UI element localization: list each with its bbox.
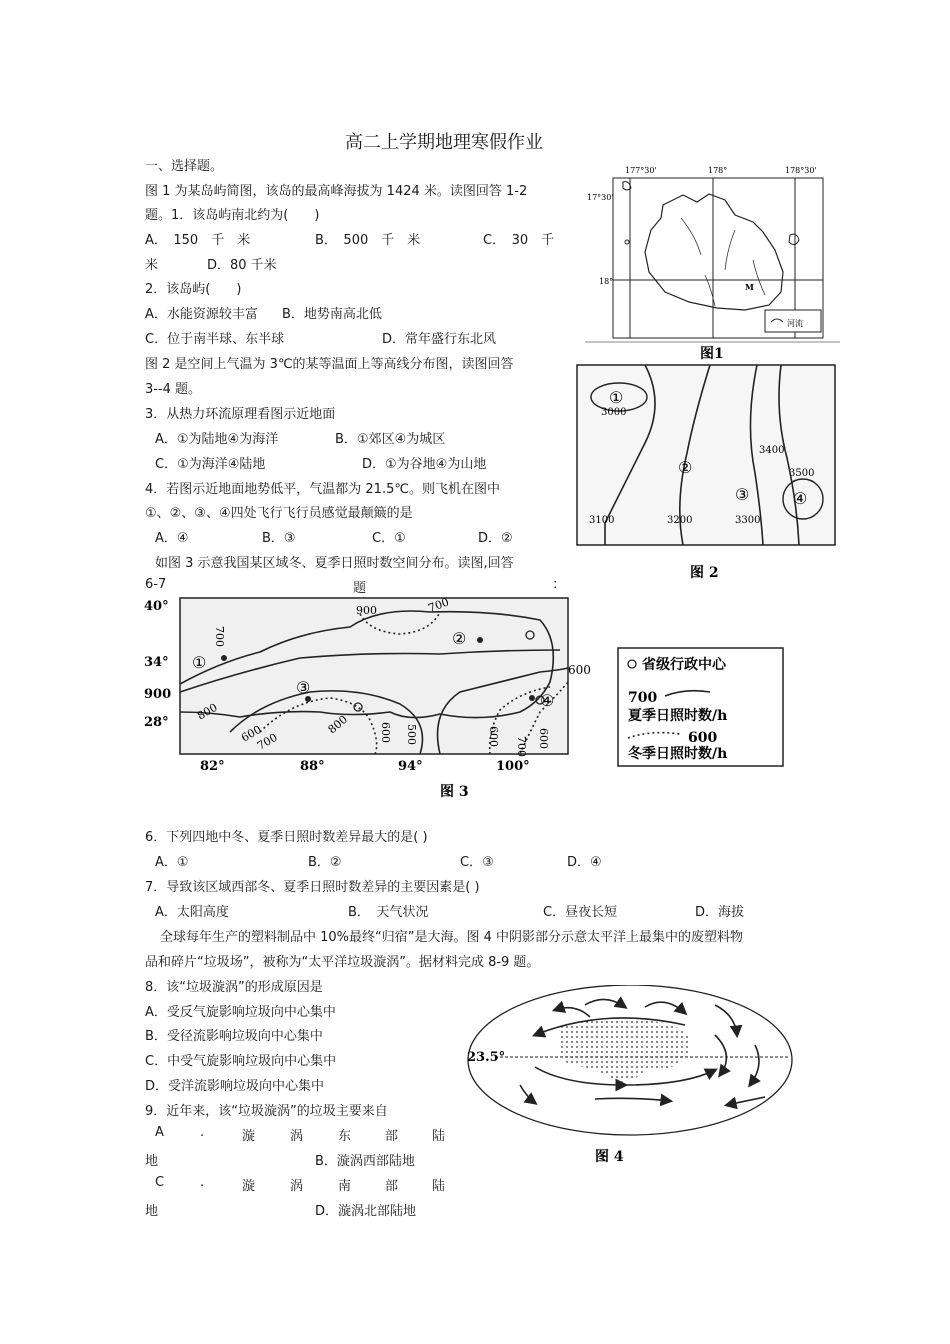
q9-option-c-char: 漩 (242, 1179, 256, 1194)
fig3-lon-label: 82° (200, 759, 225, 774)
fig3-intro: 如图 3 示意我国某区域冬、夏季日照时数空间分布。读图,回答 (155, 556, 514, 571)
fig4-intro-tail: 品和碎片“垃圾场”，被称为“太平洋垃圾漩涡”。据材料完成 8-9 题。 (145, 955, 540, 970)
q4-stem-tail: ①、②、③、④四处飞行飞行员感觉最颠簸的是 (145, 506, 413, 521)
q7-stem: 7．导致该区域西部冬、夏季日照时数差异的主要因素是( ) (145, 880, 480, 895)
fig3-caption: 图 3 (440, 784, 469, 800)
q2-option-c: C．位于南半球、东半球 (145, 332, 285, 347)
q9-option-d: D．漩涡北部陆地 (315, 1204, 417, 1219)
q9-option-c-char: 南 (338, 1179, 352, 1194)
q7-option-d: D．海拔 (695, 905, 745, 920)
fig1-lon-label: 177°30' (625, 166, 657, 175)
fig4-garbage-area (558, 1019, 691, 1082)
fig1-legend-label: 河流 (787, 319, 803, 328)
q3-stem: 3．从热力环流原理看图示近地面 (145, 407, 336, 422)
fig3-lat-label: 34° (144, 655, 169, 670)
fig1-lon-label: 178° (708, 166, 728, 175)
q9-option-c-char: 涡 (290, 1179, 304, 1194)
fig1-lat-label: 18° (599, 277, 614, 286)
q2-option-d: D．常年盛行东北风 (382, 332, 497, 347)
q8-option-c: C．中受气旋影响垃圾向中心集中 (145, 1054, 337, 1069)
fig3-isoline-label: 600 (568, 663, 591, 677)
q9-option-a-char: 涡 (290, 1129, 304, 1144)
q8-option-d: D．受洋流影响垃圾向中心集中 (145, 1079, 325, 1094)
q4-stem: 4．若图示近地面地势低平，气温都为 21.5℃。则飞机在图中 (145, 482, 500, 497)
q6-option-b: B．② (308, 855, 342, 870)
fig3-isoline-label: 900 (144, 687, 172, 702)
fig2-intro-tail: 3--4 题。 (145, 382, 202, 397)
fig3-isoline-label: 800 (195, 700, 220, 723)
fig3-lon-label: 100° (496, 759, 530, 774)
fig2-contour-label: 3000 (601, 407, 627, 418)
fig4-current-arrow (595, 1098, 670, 1101)
fig3-intro-word: 题 (353, 581, 367, 596)
q3-option-d: D．①为谷地④为山地 (362, 457, 487, 472)
q7-option-c: C．昼夜长短 (543, 905, 618, 920)
q1-stem: 题。1．该岛屿南北约为( ) (145, 208, 320, 223)
fig3-isoline-label: 700 (426, 595, 451, 615)
fig3-lat-label: 28° (144, 715, 169, 730)
fig4-current-arrow (715, 1005, 737, 1035)
fig4-gyre-map (465, 985, 805, 1170)
q6-option-d: D．④ (567, 855, 602, 870)
fig2-marker: ② (678, 458, 693, 477)
q1-option-a: A． 150 千 米 (145, 233, 251, 248)
fig2-contour-label: 3400 (759, 445, 785, 456)
q6-option-c: C．③ (460, 855, 494, 870)
q1-option-d: D．80 千米 (207, 258, 277, 273)
fig3-legend-capital-label: 省级行政中心 (642, 657, 726, 673)
q1-option-c-tail: 米 (145, 258, 159, 273)
q9-option-a-char: A (155, 1125, 164, 1140)
fig3-isoline-label: 700 (515, 736, 528, 757)
q9-option-a-char: 部 (385, 1129, 399, 1144)
q2-stem: 2．该岛屿( ) (145, 282, 242, 297)
fig3-isoline-label: 500 (405, 724, 418, 745)
q8-option-b: B．受径流影响垃圾向中心集中 (145, 1029, 323, 1044)
q4-option-d: D．② (478, 531, 513, 546)
q8-option-a: A．受反气旋影响垃圾向中心集中 (145, 1005, 336, 1020)
fig2-contour-label: 3200 (667, 515, 693, 526)
q9-option-c-char: C (155, 1175, 165, 1190)
q6-stem: 6．下列四地中冬、夏季日照时数差异最大的是( ) (145, 830, 428, 845)
fig4-current-arrow (555, 1008, 590, 1017)
fig4-current-arrow (727, 1097, 765, 1105)
fig1-coastline (645, 194, 783, 310)
q3-option-c: C．①为海洋④陆地 (155, 457, 266, 472)
q1-option-b: B． 500 千 米 (315, 233, 421, 248)
q8-stem: 8．该“垃圾漩涡”的形成原因是 (145, 980, 323, 995)
q9-option-a-char: . (200, 1125, 205, 1140)
fig2-marker: ④ (793, 489, 808, 508)
page-title: 高二上学期地理寒假作业 (345, 132, 543, 153)
fig2-caption: 图 2 (690, 565, 719, 581)
q9-option-a-char: 陆 (432, 1129, 446, 1144)
fig2-contour-label: 3500 (789, 468, 815, 479)
q9-option-c-char: 陆 (432, 1179, 446, 1194)
fig3-marker: ② (452, 629, 467, 648)
fig2-contour-label: 3100 (589, 515, 615, 526)
q2-option-a: A．水能资源较丰富 (145, 307, 258, 322)
fig4-current-arrow (645, 1002, 685, 1013)
fig4-caption: 图 4 (595, 1149, 624, 1165)
fig4-lat-label: 23.5° (467, 1050, 506, 1065)
fig3-isoline-label: 700 (213, 626, 226, 647)
fig2-intro: 图 2 是空间上气温为 3℃的某等温面上等高线分布图，读图回答 (145, 357, 514, 372)
q4-option-a: A．④ (155, 531, 189, 546)
q9-stem: 9．近年来，该“垃圾漩涡”的垃圾主要来自 (145, 1104, 388, 1119)
fig3-isoline-label: 900 (356, 604, 377, 617)
q9-option-a-char: 漩 (242, 1129, 256, 1144)
fig1-island-map (585, 160, 840, 365)
fig3-isoline-label: 600 (537, 728, 550, 749)
fig3-legend-summer-value: 700 (628, 690, 658, 706)
q2-option-b: B．地势南高北低 (282, 307, 382, 322)
q9-option-b: B．漩涡西部陆地 (315, 1154, 415, 1169)
q7-option-a: A．太阳高度 (155, 905, 229, 920)
fig1-river (681, 218, 765, 306)
fig2-contour-map (575, 363, 837, 585)
q4-option-b: B．③ (262, 531, 296, 546)
fig3-isoline-label: 600 (379, 722, 392, 743)
fig1-lat-label: 17°30' (587, 193, 614, 202)
fig3-intro-colon: : (553, 577, 558, 592)
q1-option-c: C． 30 千 (483, 233, 555, 248)
q9-option-c-char: . (200, 1175, 205, 1190)
q3-option-b: B．①郊区④为城区 (335, 432, 446, 447)
fig3-marker: ① (192, 653, 207, 672)
fig2-marker: ③ (735, 485, 750, 504)
fig3-isoline-label: 800 (325, 712, 351, 737)
fig1-caption: 图1 (700, 346, 724, 362)
fig4-current-arrow (715, 1035, 726, 1075)
q1-intro: 图 1 为某岛屿简图，该岛的最高峰海拔为 1424 米。读图回答 1-2 (145, 184, 528, 199)
fig4-current-arrow (750, 1045, 759, 1085)
fig3-marker: ③ (296, 678, 311, 697)
fig4-intro: 全球每年生产的塑料制品中 10%最终“归宿”是大海。图 4 中阴影部分示意太平洋上最集中的废塑料物 (160, 930, 744, 945)
fig2-marker: ① (609, 388, 624, 407)
q6-option-a: A．① (155, 855, 189, 870)
fig3-lon-label: 94° (398, 759, 423, 774)
fig3-isoline-label: 700 (255, 730, 280, 753)
q9-option-c-tail: 地 (145, 1204, 159, 1219)
fig1-lon-label: 178°30' (785, 166, 817, 175)
fig3-marker: ④ (540, 691, 555, 710)
q9-option-a-char: 东 (338, 1129, 352, 1144)
q9-option-c-char: 部 (385, 1179, 399, 1194)
fig4-current-arrow (585, 999, 625, 1007)
q9-option-a-tail: 地 (145, 1154, 159, 1169)
fig3-point (529, 695, 535, 701)
fig3-legend-winter-value: 600 (688, 730, 718, 746)
fig3-isoline-label: 600 (239, 722, 264, 745)
fig3-intro-range: 6-7 (145, 577, 167, 592)
fig3-sunshine-map (140, 592, 785, 802)
fig1-islet (625, 240, 629, 244)
fig3-lat-label: 40° (144, 599, 169, 614)
fig3-lon-label: 88° (300, 759, 325, 774)
q4-option-c: C．① (372, 531, 406, 546)
fig3-point (221, 655, 227, 661)
q7-option-b: B． 天气状况 (348, 905, 429, 920)
fig2-contour-label: 3300 (735, 515, 761, 526)
fig3-point (477, 637, 483, 643)
q3-option-a: A．①为陆地④为海洋 (155, 432, 279, 447)
fig3-legend-winter-label: 冬季日照时数/h (628, 746, 728, 762)
section-heading: 一、选择题。 (145, 159, 224, 174)
fig3-legend-summer-label: 夏季日照时数/h (628, 708, 728, 724)
fig1-small-island (789, 234, 799, 244)
fig3-isoline-label: 600 (487, 726, 500, 747)
fig1-point-m: M (745, 282, 754, 292)
fig4-current-arrow (520, 1085, 535, 1103)
